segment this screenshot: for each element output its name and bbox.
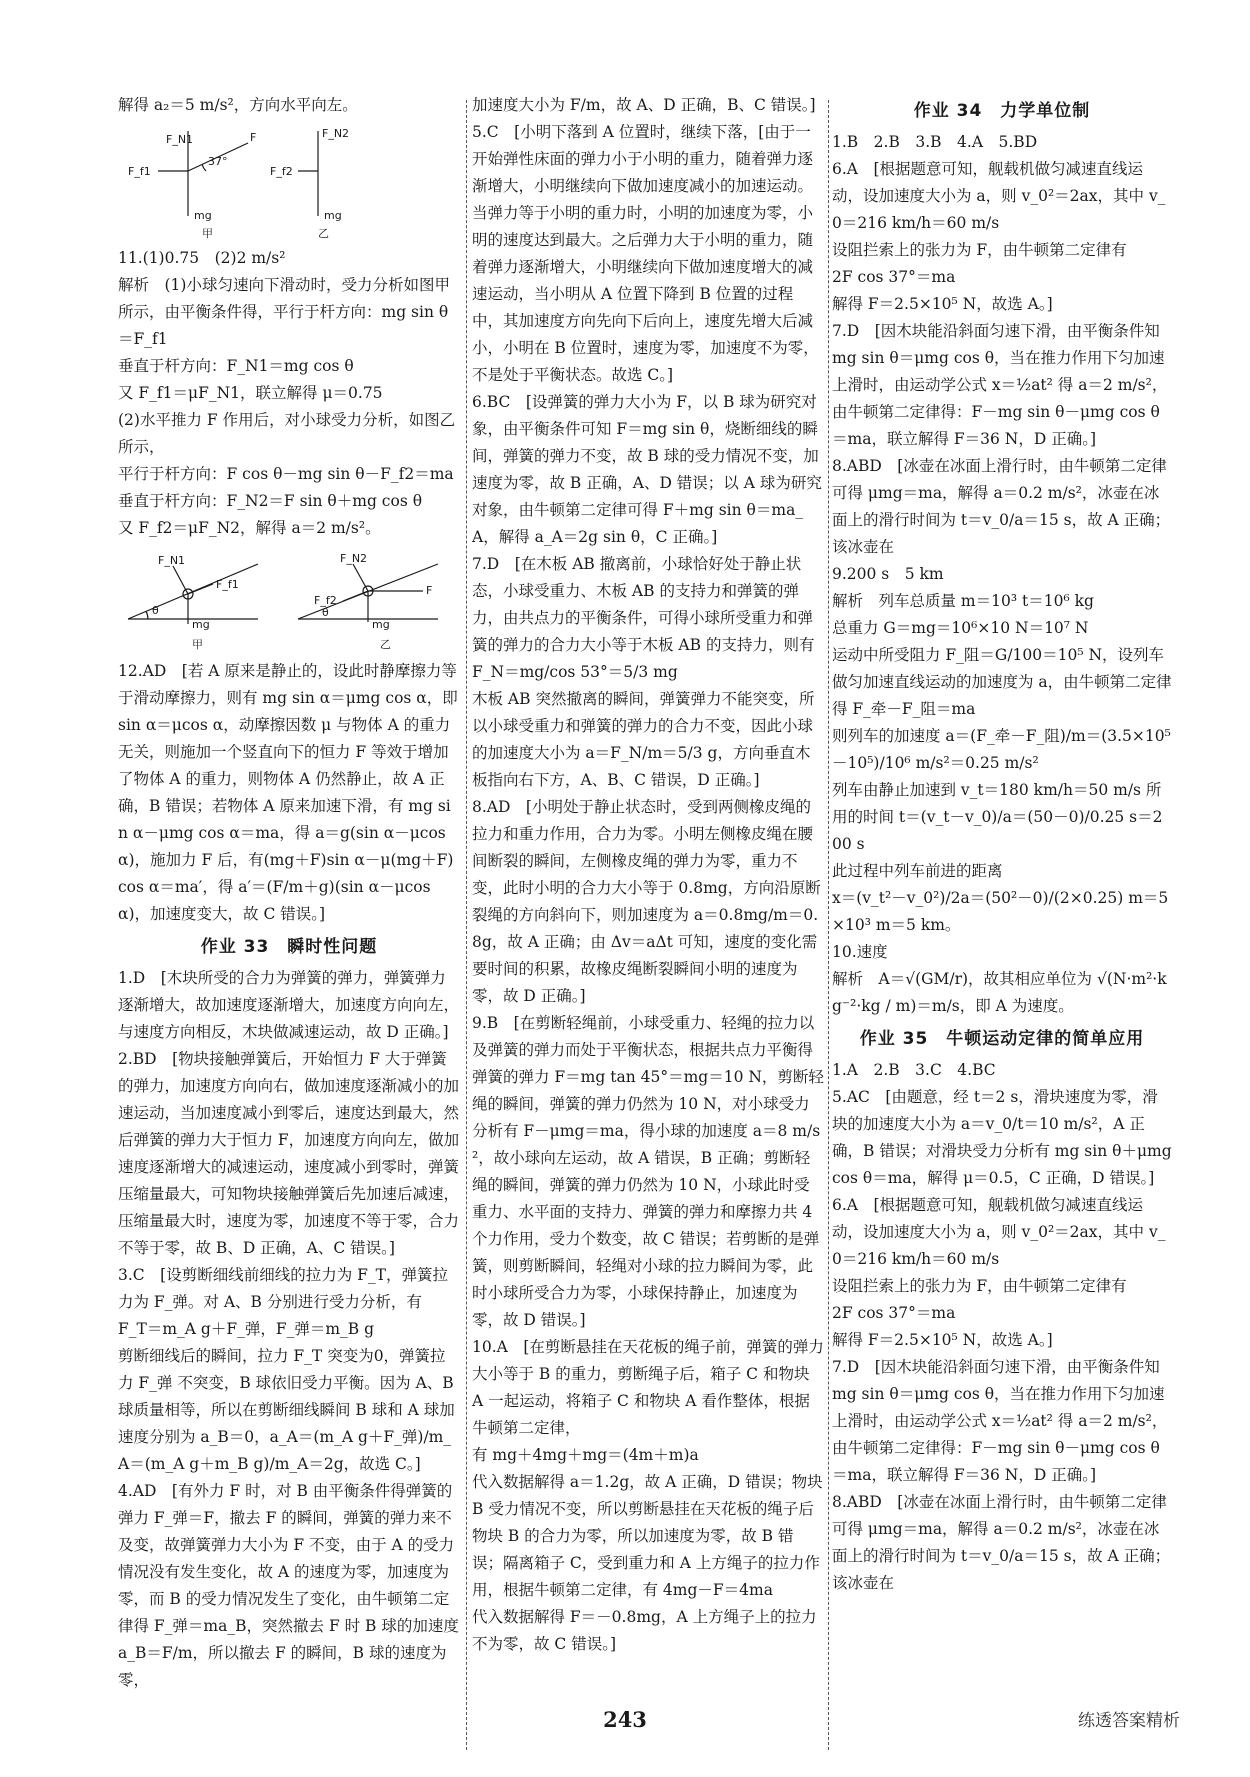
- answer-text: 5.C [小明下落到 A 位置时，继续下落，[由于一开始弹性床面的弹力小于小明的重力，随着弹力逐渐增大，小明继续向下做加速度减小的加速运动。当弹力等于小明的重力时，小明的加速度为零，小明的速度达到最大。之后弹力大于小明的重力，随着弹力逐渐增大，小明继续向下做加速度增大的减速运动，当小明从 A 位置下降到 B 位置的过程中，其加速度方向先向下后向上，速度先增大后减小，小明在 B 位置时，速度为零，加速度不为零，不是处于平衡状态。故选 C。]: [472, 123, 819, 384]
- answer-text: 8.ABD [冰壶在冰面上滑行时，由牛顿第二定律可得 μmg＝ma，解得 a＝0.2 m/s²，冰壶在冰面上的滑行时间为 t＝v_0/a＝15 s，故 A 正确；该冰壶在: [832, 1493, 1171, 1592]
- fig-label: F_N2: [322, 127, 350, 140]
- force-diagram-1: [118, 121, 458, 241]
- answer-text: 加速度大小为 F/m，故 A、D 正确，B、C 错误。]: [472, 96, 816, 114]
- fig-label: F: [250, 131, 257, 144]
- fig-label: θ: [152, 604, 159, 617]
- answer-text: 4.AD [有外力 F 时，对 B 由平衡条件得弹簧的弹力 F_弹＝F，撤去 F 的瞬间，弹簧的弹力来不及变，故弹簧弹力大小为 F 不变，由于 A 的受力情况没有发生变化，故 A 的速度为零，加速度为零，而 B 的受力情况发生了变化，由牛顿第二定律得 F_弹＝ma_B，突然撤去 F 时 B 球的加速度 a_B＝F/m，所以撤去 F 的瞬间，B 球的速度为零，: [118, 1482, 464, 1689]
- column-divider: [828, 100, 829, 1750]
- force-diagram-2: [118, 544, 458, 654]
- force-diagram-left: [128, 131, 256, 240]
- column-left: [118, 92, 464, 1692]
- fig-caption: 甲: [202, 227, 213, 240]
- section-heading: 作业 33 瞬时性问题: [200, 937, 378, 957]
- fig-label: F_f1: [216, 578, 239, 591]
- fig-label: mg: [324, 209, 342, 222]
- answer-text: 10.速度: [832, 943, 888, 961]
- answer-text: 3.C [设剪断细线前细线的拉力为 F_T，弹簧拉力为 F_弹。对 A、B 分别进行受力分析，有 F_T＝m_A g＋F_弹，F_弹＝m_B g 剪断细线后的瞬间，拉力 F_T 突变为0，弹簧拉力 F_弹 不突变，B 球依旧受力平衡。因为 A、B 球质量相等，所以在剪断细线瞬间 B 球和 A 球加速度分别为 a_B＝0，a_A＝(m_A g＋F_弹)/m_A＝(m_A g＋m_B g)/m_A＝2g，故选 C。]: [118, 1266, 455, 1473]
- answer-text: 9.200 s 5 km: [832, 565, 944, 583]
- section-heading: 作业 35 牛顿运动定律的简单应用: [859, 1029, 1145, 1049]
- answer-text: 11.(1)0.75 (2)2 m/s²: [118, 249, 286, 267]
- answer-text: 5.AC [由题意，经 t＝2 s，滑块速度为零，滑块的加速度大小为 a＝v_0/t＝10 m/s²，A 正确，B 错误；对滑块受力分析有 mg sin θ＋μmg cos θ＝ma，解得 μ＝0.5，C 正确，D 错误。]: [832, 1088, 1177, 1187]
- answer-text: 2.BD [物块接触弹簧后，开始恒力 F 大于弹簧的弹力，加速度方向向右，做加速度逐渐减小的加速运动，当加速度减小到零后，速度达到最大，然后弹簧的弹力大于恒力 F，加速度方向向左，做加速度逐渐增大的减速运动，速度减小到零时，弹簧压缩量最大，可知物块接触弹簧后先加速后减速，压缩量最大时，速度为零，加速度不等于零，合力不等于零，故 B、D 正确，A、C 错误。]: [118, 1050, 460, 1257]
- incline-diagram-left: [128, 554, 258, 651]
- page-number: 243: [603, 1707, 647, 1732]
- fig-label: mg: [192, 618, 210, 631]
- answer-text: 8.AD [小明处于静止状态时，受到两侧橡皮绳的拉力和重力作用，合力为零。小明左侧橡皮绳在腰间断裂的瞬间，左侧橡皮绳的弹力为零，重力不变，此时小明的合力大小等于 0.8mg，方向沿原断裂绳的方向斜向下，则加速度为 a＝0.8mg/m＝0.8g，故 A 正确；由 Δv＝aΔt 可知，速度的变化需要时间的积累，故橡皮绳断裂瞬间小明的速度为零，故 D 正确。]: [472, 798, 821, 1005]
- answer-text: 解析 (1)小球匀速向下滑动时，受力分析如图甲所示，由平衡条件得，平行于杆方向：mg sin θ＝F_f1 垂直于杆方向：F_N1＝mg cos θ 又 F_f1＝μF_N1，联立解得 μ＝0.75 (2)水平推力 F 作用后，对小球受力分析，如图乙所示， 平行于杆方向：F cos θ－mg sin θ－F_f2＝ma 垂直于杆方向：F_N2＝F sin θ＋mg cos θ 又 F_f2＝μF_N2，解得 a＝2 m/s²。: [118, 276, 456, 537]
- fig-label: mg: [372, 618, 390, 631]
- answer-text: 解析 A＝√(GM/r)，故其相应单位为 √(N·m²·kg⁻²·kg / m)＝m/s，即 A 为速度。: [832, 970, 1167, 1015]
- answer-text: 6.A [根据题意可知，舰载机做匀减速直线运动，设加速度大小为 a，则 v_0²＝2ax，其中 v_0＝216 km/h＝60 m/s 设阻拦索上的张力为 F，由牛顿第二定律有 2F cos 37°＝ma 解得 F＝2.5×10⁵ N，故选 A。]: [832, 1196, 1166, 1349]
- answer-text: 解析 列车总质量 m＝10³ t＝10⁶ kg 总重力 G＝mg＝10⁶×10 N＝10⁷ N 运动中所受阻力 F_阻＝G/100＝10⁵ N，设列车做匀加速直线运动的加速度为 a，由牛顿第二定律得 F_牵－F_阻＝ma 则列车的加速度 a＝(F_牵－F_阻)/m＝(3.5×10⁵－10⁵)/10⁶ m/s²＝0.25 m/s² 列车由静止加速到 v_t＝180 km/h＝50 m/s 所用的时间 t＝(v_t－v_0)/a＝(50－0)/0.25 s＝200 s 此过程中列车前进的距离 x＝(v_t²－v_0²)/2a＝(50²－0)/(2×0.25) m＝5×10³ m＝5 km。: [832, 592, 1172, 934]
- incline-diagram-right: [298, 552, 438, 651]
- fig-label: F_N2: [340, 552, 368, 565]
- footer-label: 练透答案精析: [1078, 1711, 1180, 1731]
- fig-label: F_f2: [314, 594, 337, 607]
- fig-label: 37°: [208, 155, 228, 168]
- fig-label: F_N1: [166, 133, 194, 146]
- column-middle: [472, 92, 824, 1692]
- answer-text: 10.A [在剪断悬挂在天花板的绳子前，弹簧的弹力大小等于 B 的重力，剪断绳子后，箱子 C 和物块 A 一起运动，将箱子 C 和物块 A 看作整体，根据牛顿第二定律， 有 mg＋4mg＋mg＝(4m＋m)a 代入数据解得 a＝1.2g，故 A 正确，D 错误；物块 B 受力情况不变，所以剪断悬挂在天花板的绳子后物块 B 的合力为零，所以加速度为零，故 B 错误；隔离箱子 C，受到重力和 A 上方绳子的拉力作用，根据牛顿第二定律，有 4mg－F＝4ma 代入数据解得 F＝－0.8mg，A 上方绳子上的拉力不为零，故 C 错误。]: [472, 1338, 824, 1653]
- section-heading: 作业 34 力学单位制: [913, 101, 1091, 121]
- fig-label: θ: [322, 606, 329, 619]
- answer-text: 7.D [在木板 AB 撤离前，小球恰好处于静止状态，小球受重力、木板 AB 的支持力和弹簧的弹力，由共点力的平衡条件，可得小球所受重力和弹簧的弹力的合力大小等于木板 AB 的支持力，则有 F_N＝mg/cos 53°＝5/3 mg 木板 AB 突然撤离的瞬间，弹簧弹力不能突变，所以小球受重力和弹簧的弹力的合力不变，因此小球的加速度大小为 a＝F_N/m＝5/3 g，方向垂直木板指向右下方，A、B、C 错误，D 正确。]: [472, 555, 815, 789]
- fig-label: F_N1: [158, 554, 186, 567]
- fig-label: F_f1: [128, 165, 151, 178]
- fig-label: mg: [194, 209, 212, 222]
- answer-text: 解得 a₂＝5 m/s²，方向水平向左。: [118, 96, 358, 114]
- answer-text: 9.B [在剪断轻绳前，小球受重力、轻绳的拉力以及弹簧的弹力而处于平衡状态，根据共点力平衡得弹簧的弹力 F＝mg tan 45°＝mg＝10 N，剪断轻绳的瞬间，弹簧的弹力仍然为 10 N，对小球受力分析有 F－μmg＝ma，得小球的加速度 a＝8 m/s²，故小球向左运动，故 A 错误，B 正确；剪断轻绳的瞬间，弹簧的弹力仍然为 10 N，小球此时受重力、水平面的支持力、弹簧的弹力和摩擦力共 4 个力作用，受力个数变，故 C 错误；若剪断的是弹簧，则剪断瞬间，轻绳对小球的拉力瞬间为零，此时小球所受合力为零，小球保持静止，加速度为零，故 D 错误。]: [472, 1014, 824, 1329]
- answer-text: 6.A [根据题意可知，舰载机做匀减速直线运动，设加速度大小为 a，则 v_0²＝2ax，其中 v_0＝216 km/h＝60 m/s 设阻拦索上的张力为 F，由牛顿第二定律有 2F cos 37°＝ma 解得 F＝2.5×10⁵ N，故选 A。]: [832, 160, 1166, 313]
- answer-text: 7.D [因木块能沿斜面匀速下滑，由平衡条件知 mg sin θ＝μmg cos θ，当在推力作用下匀加速上滑时，由运动学公式 x＝½at² 得 a＝2 m/s²，由牛顿第二定律得：F－mg sin θ－μmg cos θ＝ma，联立解得 F＝36 N，D 正确。]: [832, 1358, 1168, 1484]
- answer-text: 6.BC [设弹簧的弹力大小为 F，以 B 球为研究对象，由平衡条件可知 F＝mg sin θ，烧断细线的瞬间，弹簧的弹力不变，故 B 球的受力情况不变，加速度为零，故 B 正确，A、D 错误；以 A 球为研究对象，由牛顿第二定律可得 F＋mg sin θ＝ma_A，解得 a_A＝2g sin θ，C 正确。]: [472, 393, 822, 546]
- answer-text: 12.AD [若 A 原来是静止的，设此时静摩擦力等于滑动摩擦力，则有 mg sin α＝μmg cos α，即 sin α＝μcos α，动摩擦因数 μ 与物体 A 的重力无关，则施加一个竖直向下的恒力 F 等效于增加了物体 A 的重力，则物体 A 仍然静止，故 A 正确，B 错误；若物体 A 原来加速下滑，有 mg sin α－μmg cos α＝ma，得 a＝g(sin α－μcos α)，施加力 F 后，有(mg＋F)sin α－μ(mg＋F)cos α＝ma′，得 a′＝(F/m＋g)(sin α－μcos α)，加速度变大，故 C 错误。]: [118, 662, 463, 923]
- answer-text: 7.D [因木块能沿斜面匀速下滑，由平衡条件知 mg sin θ＝μmg cos θ，当在推力作用下匀加速上滑时，由运动学公式 x＝½at² 得 a＝2 m/s²，由牛顿第二定律得：F－mg sin θ－μmg cos θ＝ma，联立解得 F＝36 N，D 正确。]: [832, 322, 1168, 448]
- answer-text: 1.D [木块所受的合力为弹簧的弹力，弹簧弹力逐渐增大，故加速度逐渐增大，加速度方向向左，与速度方向相反，木块做减速运动，故 D 正确。]: [118, 969, 460, 1041]
- answer-text: 1.A 2.B 3.C 4.BC: [832, 1061, 996, 1079]
- fig-caption: 甲: [192, 638, 203, 651]
- fig-label: F: [426, 584, 433, 597]
- fig-caption: 乙: [380, 638, 391, 651]
- force-diagram-right: [270, 127, 349, 240]
- column-right: [832, 92, 1177, 1692]
- column-divider: [466, 100, 467, 1750]
- fig-label: F_f2: [270, 165, 293, 178]
- answer-text: 1.B 2.B 3.B 4.A 5.BD: [832, 133, 1038, 151]
- answer-text: 8.ABD [冰壶在冰面上滑行时，由牛顿第二定律可得 μmg＝ma，解得 a＝0.2 m/s²，冰壶在冰面上的滑行时间为 t＝v_0/a＝15 s，故 A 正确；该冰壶在: [832, 457, 1171, 556]
- fig-caption: 乙: [318, 227, 329, 240]
